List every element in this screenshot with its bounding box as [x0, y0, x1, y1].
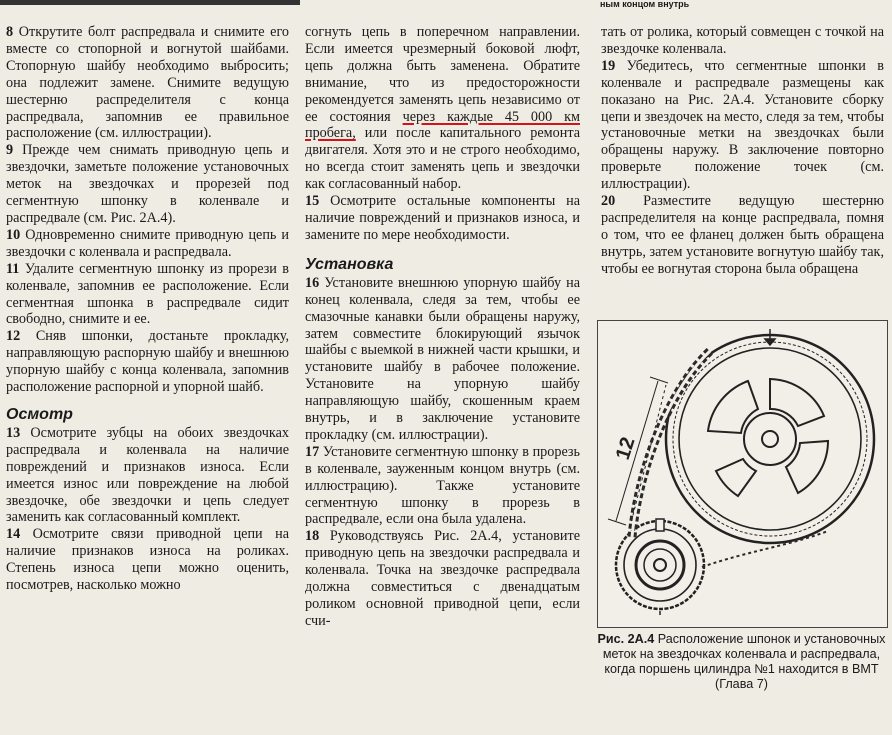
heading-installation: Установка: [305, 255, 394, 273]
timing-chain-diagram: [598, 321, 887, 627]
text-column-2: [305, 24, 580, 630]
header-fragment-right: ным концом внутрь: [600, 0, 690, 9]
header-fragment-left: [0, 0, 300, 10]
paragraph-15: 15 Осмотрите остальные компоненты на наличие повреждений и признаков износа, и замените по мере необходимости.: [305, 193, 580, 243]
paragraph-8: 8 Открутите болт распредвала и снимите его вместе со стопорной и вогнутой шайбами. Стопорную шайбу необходимо выбросить; она подлежит замене. Снимите ведущую шестерню распределителя с конца распредвала, запомнив ее правильное расположение (см. иллюстрации).: [6, 24, 290, 142]
paragraph-20: 20 Разместите ведущую шестерню распределителя на конце распредвала, помня о том, что ее фланец должен быть обращена внутрь, затем установите вогнутую шайбу так, чтобы ее вогнутая сторона была обращена: [601, 193, 885, 277]
figure-timing-chain: [597, 320, 888, 628]
paragraph-14-continued: согнуть цепь в поперечном направлении. Если имеется чрезмерный боковой люфт, цепь должна быть заменена. Обратите внимание, что из предосторожности рекомендуется заменять цепь независимо от ее состояния через каждые 45 000 км пробега, или после капитального ремонта двигателя. Хотя это и не строго необходимо, но всегда стоит заменять цепь и звездочки как согласованный набор.: [305, 24, 580, 193]
paragraph-17: 17 Установите сегментную шпонку в прорезь в коленвале, зауженным концом внутрь (см. иллюстрацию). Также установите сегментную шпонку в прорезь в распредвале, если она была удалена.: [305, 443, 580, 528]
paragraph-14: 14 Осмотрите связи приводной цепи на наличие признаков износа на роликах. Степень износа цепи можно оценить, посмотрев, насколько можно: [6, 526, 289, 594]
paragraph-19: 19 Убедитесь, что сегментные шпонки в коленвале и распредвале размещены как показано на Рис. 2А.4. Установите сборку цепи и звездочек на место, следя за тем, чтобы установочные метки на звездочках были обращены наружу. В заключение повторно проверьте положение точек (см. иллюстрации).: [601, 57, 884, 193]
text-column-1: [6, 24, 289, 594]
paragraph-16: 16 Установите внешнюю упорную шайбу на конец коленвала, следя за тем, чтобы ее смазочные канавки были обращены наружу, затем совместите блокирующий язычок шайбы с выемкой в нижней части крышки, и установите шайбу в рабочее положение. Установите на упорную шайбу направляющую шайбу, скошенным краем внутрь, и в заключение установите прокладку (см. иллюстрации).: [305, 274, 580, 443]
paragraph-11: 11 Удалите сегментную шпонку из прорези в коленвале, запомнив ее расположение. Если сегментная шпонка в распредвале сидит свободно, снимите и ее.: [6, 260, 290, 328]
dimension-label: 12: [611, 434, 640, 463]
highlighted-mileage: через каждые 45 000 км пробега,: [305, 108, 580, 142]
paragraph-13: 13 Осмотрите зубцы на обоих звездочках распредвала и коленвала на наличие повреждений и признаков износа. Если имеется износ или повреждение на любой звездочке, обе звездочки и цепь следует заменить как согласованный комплект.: [6, 424, 289, 526]
paragraph-12: 12 Сняв шпонки, достаньте прокладку, направляющую распорную шайбу и внешнюю упорную шайбу с конца коленвала, запомнив расположение распорной и упорной шайб.: [6, 328, 290, 396]
paragraph-10: 10 Одновременно снимите приводную цепь и звездочки с коленвала и распредвала.: [6, 226, 289, 260]
heading-inspection: Осмотр: [6, 405, 73, 423]
paragraph-18-continued: тать от ролика, который совмещен с точкой на звездочке коленвала.: [601, 24, 884, 57]
paragraph-18: 18 Руководствуясь Рис. 2А.4, установите приводную цепь на звездочки распредвала и коленвала. Точка на звездочке распредвала должна совместиться с двенадцатым роликом основной приводной цепи, если счи-: [305, 528, 581, 629]
text-column-3: [601, 24, 884, 278]
figure-caption: Рис. 2А.4 Расположение шпонок и установочных меток на звездочках коленвала и распредвала, когда поршень цилиндра №1 находится в ВМТ (Глава 7): [597, 632, 886, 691]
paragraph-9: 9 Прежде чем снимать приводную цепь и звездочки, заметьте положение установочных меток на звездочках и прорезей под сегментную шпонку в коленвале и распредвале (см. Рис. 2А.4).: [6, 142, 289, 226]
